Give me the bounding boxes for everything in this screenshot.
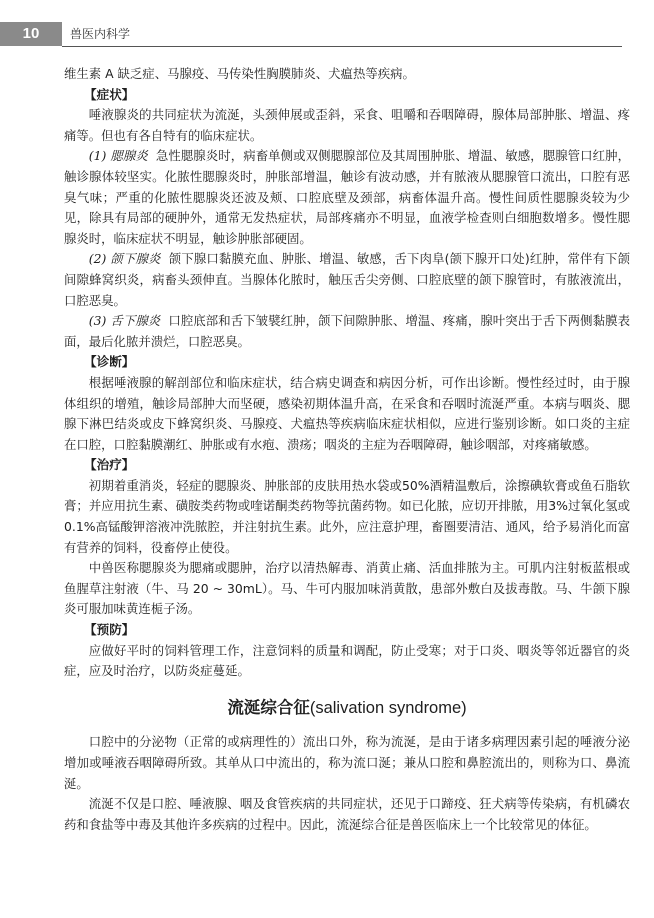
intro-paragraph: 维生素 A 缺乏症、马腺疫、马传染性胸膜肺炎、犬瘟热等疾病。	[64, 66, 415, 81]
submandibular-label: (2) 颌下腺炎	[88, 251, 161, 267]
section-heading-prevention: 【预防】	[84, 622, 135, 638]
page-header	[0, 22, 654, 48]
sublingual-paragraph	[64, 311, 630, 352]
page-number: 10	[0, 22, 62, 46]
parotitis-paragraph	[64, 146, 630, 249]
chapter-title-cn: 流涎综合征	[227, 697, 310, 717]
salivation-paragraph-1: 口腔中的分泌物（正常的或病理性的）流出口外，称为流涎，是由于诸多病理因素引起的唾液分泌增加或唾液吞咽障碍所致。其单从口中流出的，称为流口涎；兼从口腔和鼻腔流出的，则称为口、鼻流涎。	[64, 734, 630, 791]
chapter-title-en: (salivation syndrome)	[309, 698, 467, 717]
section-heading-treatment: 【治疗】	[84, 457, 135, 473]
submandibular-paragraph	[64, 249, 630, 311]
treatment-paragraph-1: 初期着重消炎，轻症的腮腺炎、肿胀部的皮肤用热水袋或50%酒精温敷后，涂擦碘软膏或鱼石脂软膏；并应用抗生素、磺胺类药物或喹诺酮类药物等抗菌药物。如已化脓，应切开排脓，用3%过氧化氢或0.1%高锰酸钾溶液冲洗脓腔，并注射抗生素。此外，应注意护理，畜圈要清洁、通风，给予易消化而富有营养的饲料，役畜停止使役。	[64, 477, 630, 555]
salivation-paragraph-2: 流涎不仅是口腔、唾液腺、咽及食管疾病的共同症状，还见于口蹄疫、狂犬病等传染病，有机磷农药和食盐等中毒及其他许多疾病的过程中。因此，流涎综合征是兽医临床上一个比较常见的体征。	[64, 796, 630, 832]
diagnosis-paragraph: 根据唾液腺的解剖部位和临床症状，结合病史调查和病因分析，可作出诊断。慢性经过时，由于腺体组织的增殖，触诊局部肿大而坚硬，感染初期体温升高，在采食和吞咽时流涎严重。本病与咽炎、腮腺下淋巴结炎或皮下蜂窝织炎、马腺疫、犬瘟热等疾病临床症状相似，应进行鉴别诊断。如口炎的主症在口腔，口腔黏膜潮红、肿胀或有水疱、溃疡；咽炎的主症为吞咽障碍，触诊咽部，对疼痛敏感。	[64, 374, 630, 452]
parotitis-label: (1) 腮腺炎	[88, 148, 148, 164]
prevention-paragraph: 应做好平时的饲料管理工作，注意饲料的质量和调配，防止受寒；对于口炎、咽炎等邻近器官的炎症，应及时治疗，以防炎症蔓延。	[64, 642, 630, 679]
header-divider	[62, 46, 622, 47]
page-body	[64, 64, 630, 835]
chapter-title	[64, 698, 630, 719]
treatment-paragraph-2: 中兽医称腮腺炎为腮痛或腮肿，治疗以清热解毒、消黄止痛、活血排脓为主。可肌内注射板蓝根或鱼腥草注射液（牛、马 20 ~ 30mL）。马、牛可内服加味消黄散，患部外敷白及拔毒散。马、牛颌下腺炎可服加味黄连栀子汤。	[64, 560, 630, 617]
symptoms-paragraph: 唾液腺炎的共同症状为流涎，头颈伸展或歪斜，采食、咀嚼和吞咽障碍，腺体局部肿胀、增温、疼痛等。但也有各自特有的临床症状。	[64, 107, 630, 143]
submandibular-text: 颌下腺口黏膜充血、肿胀、增温、敏感，舌下肉阜(颌下腺开口处)红肿，常伴有下颌间隙蜂窝织炎，病畜头颈伸直。当腺体化脓时，触压舌尖旁侧、口腔底壁的颌下腺管时，有脓液流出，口腔恶臭。	[64, 251, 630, 308]
section-heading-symptoms: 【症状】	[84, 86, 135, 102]
section-heading-diagnosis: 【诊断】	[84, 354, 135, 370]
sublingual-text: 口腔底部和舌下皱襞红肿，颌下间隙肿胀、增温、疼痛，腺叶突出于舌下两侧黏膜表面，最后化脓并溃烂，口腔恶臭。	[64, 313, 630, 349]
sublingual-label: (3) 舌下腺炎	[88, 313, 161, 329]
running-header-title: 兽医内科学	[70, 27, 131, 41]
parotitis-text: 急性腮腺炎时，病畜单侧或双侧腮腺部位及其周围肿胀、增温、敏感，腮腺管口红肿，触诊腺体较坚实。化脓性腮腺炎时，肿胀部增温，触诊有波动感，并有脓液从腮腺管口流出，口腔有恶臭气味；严重的化脓性腮腺炎还波及颊、口腔底壁及颈部，病畜体温升高。慢性间质性腮腺炎较为少见，除具有局部的硬肿外，通常无发热症状，局部疼痛亦不明显，血液学检查则白细胞数增多。慢性腮腺炎时，临床症状不明显，触诊肿胀部硬固。	[64, 148, 630, 246]
